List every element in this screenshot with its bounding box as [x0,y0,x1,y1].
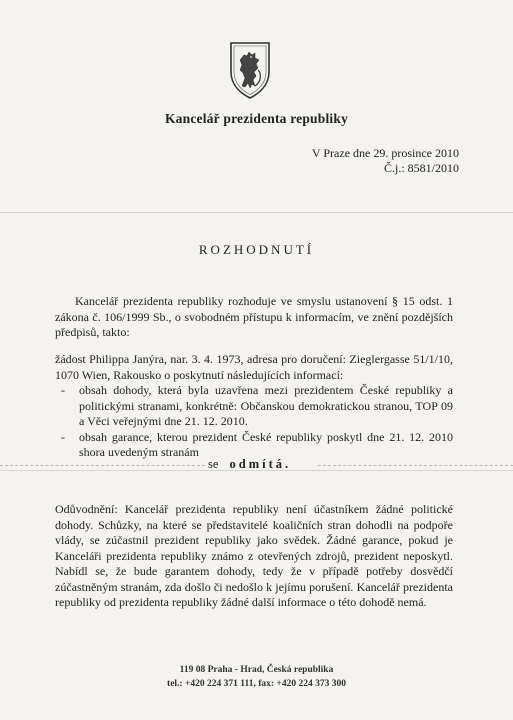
verdict [208,457,291,472]
list-dash: - [61,429,65,444]
dateline [312,146,459,176]
request-paragraph: žádost Philippa Janýra, nar. 3. 4. 1973, adresa pro doručení: Zieglergasse 51/1/10, 1070 Wien, Rakousko o poskytnutí následujících informací: [55,352,453,382]
list-item [55,383,453,430]
intro-paragraph: Kancelář prezidenta republiky rozhoduje ve smyslu ustanovení § 15 odst. 1 zákona č. 106/1999 Sb., o svobodném přístupu k informacím, ve znění pozdějších předpisů, takto: [55,294,453,339]
czech-lion-coat-of-arms-icon [228,40,272,100]
verdict-prefix: se [208,457,219,471]
list-item-text: obsah dohody, která byla uzavřena mezi prezidentem České republiky a politickými stranami, konkrétně: Občanskou demokratickou stranou, TOP 09 a Věci veřejnými dne 21. 12. 2010. [79,383,453,428]
verdict-word: odmítá. [229,457,292,471]
justification-paragraph: Odůvodnění: Kancelář prezidenta republiky není účastníkem žádné politické dohody. Schůzky, na které se představitelé koaličních stran dohodli na podpoře vlády, se zúčastnil prezident republiky jako svědek. Žádné garance, pokud je Kanceláři prezidenta republiky známo z otevřených zdrojů, prezident neposkytl. Nabídl se, že bude garantem dohody, tedy že v případě potřeby dosvědčí zúčastněným stranám, zda došlo či nedošlo k jejímu porušení. Kancelář prezidenta republiky od prezidenta republiky žádné další informace o této dohodě nemá. [55,502,453,609]
list-item [55,430,453,461]
paper-fold-line [0,212,513,213]
place-and-date: V Praze dne 29. prosince 2010 [311,146,459,160]
dotted-separator [0,465,205,466]
footer [0,663,513,691]
office-name: Kancelář prezidenta republiky [164,111,349,126]
reference-number: Č.j.: 8581/2010 [383,161,459,175]
requested-information-list [55,383,453,461]
list-item-text: obsah garance, kterou prezident České republiky poskytl dne 21. 12. 2010 shora uvedeným stranám [79,429,453,459]
list-dash: - [61,383,65,397]
footer-contact: tel.: +420 224 371 111, fax: +420 224 373 300 [167,679,346,689]
decision-title: ROZHODNUTÍ [198,242,315,257]
footer-address: 119 08 Praha - Hrad, Česká republika [179,665,334,675]
dotted-separator [318,465,513,466]
